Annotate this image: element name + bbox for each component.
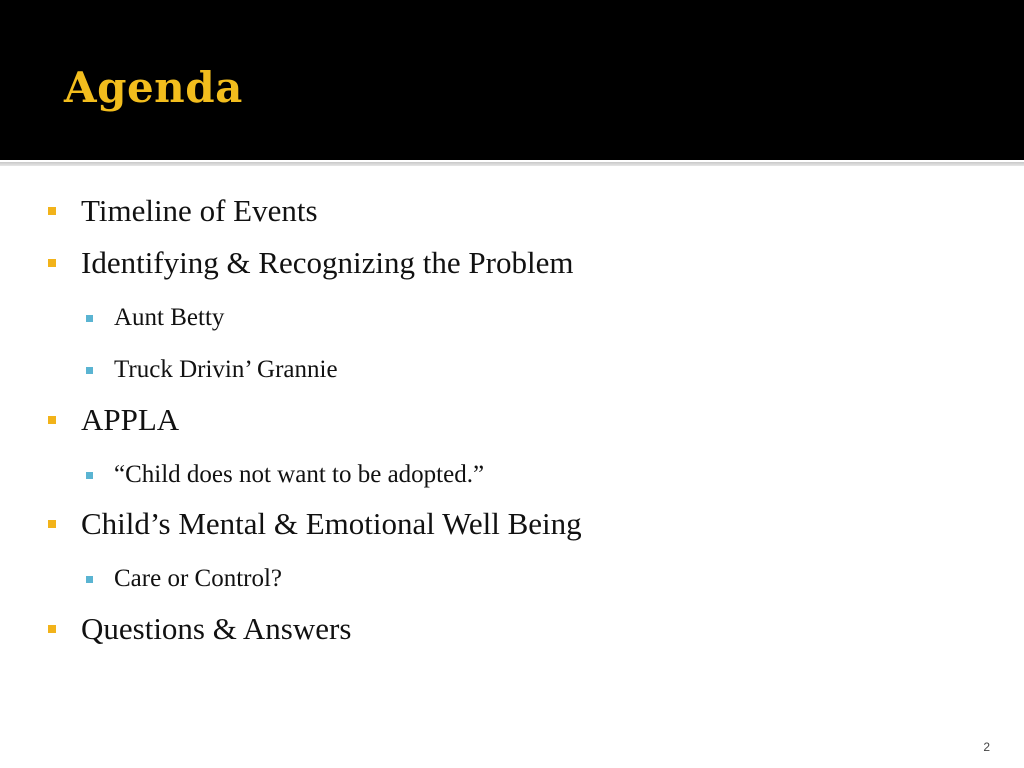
square-bullet-icon	[48, 625, 56, 633]
sub-bullet-item	[0, 458, 1000, 492]
bullet-item	[0, 400, 1000, 440]
square-bullet-icon	[48, 520, 56, 528]
square-bullet-icon	[86, 315, 93, 322]
sub-bullet-item	[0, 562, 1000, 596]
square-bullet-icon	[86, 367, 93, 374]
bullet-text: Child’s Mental & Emotional Well Being	[81, 506, 582, 541]
sub-bullet-text: Care or Control?	[114, 565, 283, 592]
sub-bullet-text: Aunt Betty	[114, 304, 225, 331]
bullet-text: APPLA	[81, 402, 180, 437]
bullet-item	[0, 243, 1000, 283]
sub-bullet-text: “Child does not want to be adopted.”	[114, 461, 485, 488]
bullet-item	[0, 504, 1000, 544]
bullet-item	[0, 191, 1000, 231]
bullet-item	[0, 609, 1000, 649]
bullet-text: Questions & Answers	[81, 611, 352, 646]
sub-bullet-text: Truck Drivin’ Grannie	[114, 356, 338, 383]
square-bullet-icon	[48, 207, 56, 215]
slide-title: Agenda	[64, 63, 243, 112]
square-bullet-icon	[48, 416, 56, 424]
square-bullet-icon	[48, 259, 56, 267]
sub-bullet-item	[0, 353, 1000, 387]
bullet-text: Timeline of Events	[81, 193, 318, 228]
square-bullet-icon	[86, 472, 93, 479]
slide-number: 2	[983, 740, 990, 754]
square-bullet-icon	[86, 576, 93, 583]
sub-bullet-item	[0, 301, 1000, 335]
bullet-text: Identifying & Recognizing the Problem	[81, 245, 574, 280]
